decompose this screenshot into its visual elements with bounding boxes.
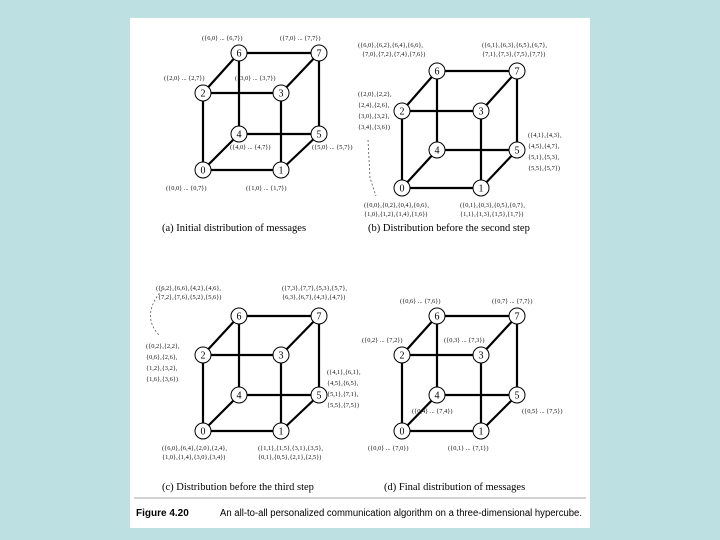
panel-a-node-3-label: 3 — [278, 88, 284, 100]
panel-b-annotation: {2,4},{2,6}, — [358, 102, 390, 109]
panel-b-annotation: {3,0},{3,2}, — [358, 113, 390, 120]
panel-a-node-1-label: 1 — [278, 165, 284, 177]
panel-c-annotation: ({1,1},{1,5},{3,1},{3,5}, — [258, 445, 324, 452]
panel-b-node-5-label: 5 — [514, 145, 520, 157]
panel-d-annotation: ({0,7} ... {7,7}) — [492, 298, 533, 305]
panel-d-annotation: ({0,0} ... {7,0}) — [368, 445, 409, 452]
panel-c-node-5-label: 5 — [316, 390, 322, 402]
panel-c-annotation: ({4,1},{6,1}, — [327, 369, 361, 376]
panel-d-node-5-label: 5 — [514, 390, 520, 402]
panel-d-node-1-label: 1 — [478, 426, 484, 438]
panel-b-annotation: ({0,0},{0,2},{0,4},{0,6}, — [364, 202, 430, 209]
panel-b-caption: (b) Distribution before the second step — [368, 223, 530, 234]
panel-d-node-2-label: 2 — [399, 350, 405, 362]
panel-b-annotation: ({2,0},{2,2}, — [358, 91, 392, 98]
panel-a-annotation: ({3,0} ... {3,7}) — [235, 75, 276, 82]
panel-b-node-2-label: 2 — [399, 106, 405, 118]
panel-d-annotation: ({0,2} ... {7,2}) — [362, 337, 403, 344]
panel-c-annotation: {1,0},{1,4},{3,0},{3,4}) — [162, 454, 226, 461]
panel-c-annotation: {6,3},{6,7},{4,3},{4,7}) — [282, 294, 346, 301]
panel-c-annotation: {5,5},{7,5}) — [327, 402, 359, 409]
panel-b-annotation: {5,5},{5,7}) — [528, 165, 560, 172]
panel-c-annotation: ({6,0},{6,4},{2,0},{2,4}, — [162, 445, 228, 452]
panel-b-transfer-arrow — [368, 140, 376, 196]
panel-a-annotation: ({2,0} ... {2,7}) — [164, 75, 205, 82]
panel-d-caption: (d) Final distribution of messages — [384, 482, 526, 493]
panel-c-annotation: ({6,2},{6,6},{4,2},{4,6}, — [156, 285, 222, 292]
panel-b-annotation: {4,5},{4,7}, — [528, 143, 560, 150]
panel-b-node-3-label: 3 — [478, 106, 484, 118]
panel-c-node-3-label: 3 — [278, 350, 284, 362]
panel-c-annotation: ({0,2},{2,2}, — [146, 343, 180, 350]
panel-b-annotation: {5,1},{5,3}, — [528, 154, 560, 161]
panel-d-annotation: ({0,4} ... {7,4}) — [412, 408, 453, 415]
panel-a-annotation: ({4,0} ... {4,7}) — [230, 144, 271, 151]
panel-c-node-7-label: 7 — [316, 311, 322, 323]
panel-d-annotation: ({0,6} ... {7,6}) — [400, 298, 441, 305]
panel-a — [162, 35, 353, 234]
panel-b-annotation: {7,0},{7,2},{7,4},{7,6}) — [362, 51, 426, 58]
panel-d-node-3-label: 3 — [478, 350, 484, 362]
panel-b-annotation: {1,1},{1,3},{1,5},{1,7}) — [460, 211, 524, 218]
panel-c-annotation: {1,6},{3,6}) — [146, 376, 178, 383]
panel-d-annotation: ({0,1} ... {7,1}) — [448, 445, 489, 452]
panel-c-node-4-label: 4 — [236, 390, 242, 402]
panel-c-annotation: {1,2},{3,2}, — [146, 365, 178, 372]
panel-a-node-2-label: 2 — [200, 88, 206, 100]
panel-b-annotation: {1,0},{1,2},{1,4},{1,6}) — [364, 211, 428, 218]
panel-d-annotation: ({0,3} ... {7,3}) — [444, 337, 485, 344]
panel-a-annotation: ({0,0} ... {0,7}) — [166, 185, 207, 192]
panel-c-edges — [200, 316, 319, 431]
panel-b-annotation: {3,4},{3,6}) — [358, 124, 390, 131]
panel-a-node-4-label: 4 — [236, 129, 242, 141]
panel-a-node-0-label: 0 — [200, 165, 206, 177]
panel-c-annotation: {0,1},{0,5},{2,1},{2,5}) — [258, 454, 322, 461]
panel-b-node-1-label: 1 — [478, 183, 484, 195]
panel-b-annotation: ({0,1},{0,3},{0,5},{0,7}, — [460, 202, 526, 209]
panel-c-annotation: {7,2},{7,6},{5,2},{5,6}) — [158, 294, 222, 301]
panel-a-node-7-label: 7 — [316, 48, 322, 60]
panel-a-annotation: ({1,0} ... {1,7}) — [246, 185, 287, 192]
panel-d-node-7-label: 7 — [514, 311, 520, 323]
panel-d-node-0-label: 0 — [399, 426, 405, 438]
panel-c-annotation: {4,5},{6,5}, — [327, 380, 359, 387]
panel-c-annotation: ({7,3},{7,7},{5,3},{5,7}, — [282, 285, 348, 292]
panel-d — [362, 298, 563, 493]
panel-b-node-6-label: 6 — [434, 66, 440, 78]
panel-a-edges — [200, 53, 319, 170]
panel-a-node-6-label: 6 — [236, 48, 242, 60]
panel-c-node-6-label: 6 — [236, 311, 242, 323]
figure-caption: An all-to-all personalized communication algorithm on a three-dimensional hypercube. — [220, 508, 582, 519]
figure-number: Figure 4.20 — [136, 508, 189, 519]
panel-b-annotation: ({6,0},{6,2},{6,4},{6,6}, — [358, 42, 424, 49]
panel-c — [146, 285, 361, 493]
panel-b — [358, 42, 562, 234]
hypercube-figure — [130, 18, 590, 528]
figure-slide — [130, 18, 590, 528]
panel-b-node-0-label: 0 — [399, 183, 405, 195]
panel-b-annotation: {7,1},{7,3},{7,5},{7,7}) — [482, 51, 546, 58]
panel-a-node-5-label: 5 — [316, 129, 322, 141]
panel-b-annotation: ({4,1},{4,3}, — [528, 132, 562, 139]
panel-a-annotation: ({5,0} ... {5,7}) — [312, 144, 353, 151]
panel-b-node-7-label: 7 — [514, 66, 520, 78]
panel-c-annotation: {5,1},{7,1}, — [327, 391, 359, 398]
panel-b-annotation: ({6,1},{6,3},{6,5},{6,7}, — [482, 42, 548, 49]
panel-c-annotation: {0,6},{2,6}, — [146, 354, 178, 361]
panel-d-node-6-label: 6 — [434, 311, 440, 323]
panel-a-annotation: ({6,0} ... {6,7}) — [202, 35, 243, 42]
panel-b-node-4-label: 4 — [434, 145, 440, 157]
panel-c-node-1-label: 1 — [278, 426, 284, 438]
panel-a-caption: (a) Initial distribution of messages — [162, 223, 307, 234]
panel-b-edges — [399, 71, 517, 188]
panel-c-caption: (c) Distribution before the third step — [162, 482, 314, 493]
panel-d-annotation: ({0,5} ... {7,5}) — [522, 408, 563, 415]
panel-c-node-2-label: 2 — [200, 350, 206, 362]
panel-a-annotation: ({7,0} ... {7,7}) — [280, 35, 321, 42]
panel-c-node-0-label: 0 — [200, 426, 206, 438]
panel-d-node-4-label: 4 — [434, 390, 440, 402]
